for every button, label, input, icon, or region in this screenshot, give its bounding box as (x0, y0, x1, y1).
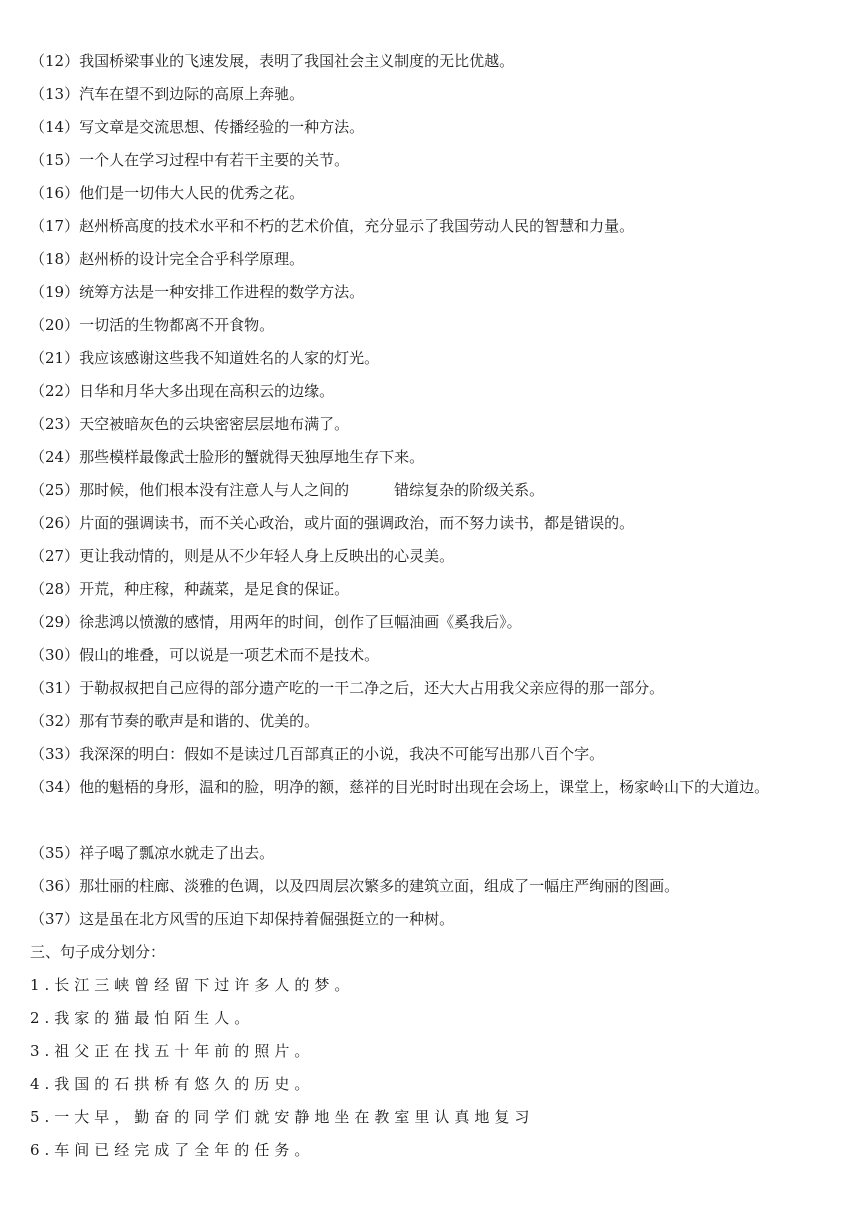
sentence-item-23: （23）天空被暗灰色的云块密密层层地布满了。 (30, 415, 350, 433)
section-heading: 三、句子成分划分： (30, 943, 166, 961)
sentence-item-33: （33）我深深的明白：假如不是读过几百部真正的小说，我决不可能写出那八百个字。 (30, 745, 605, 763)
sentence-item-24: （24）那些模样最像武士脸形的蟹就得天独厚地生存下来。 (30, 448, 425, 466)
sentence-item-35: （35）祥子喝了瓢凉水就走了出去。 (30, 844, 275, 862)
sentence-item-27: （27）更让我动情的，则是从不少年轻人身上反映出的心灵美。 (30, 547, 455, 565)
exercise-item-4: 4.我国的石拱桥有悠久的历史。 (30, 1075, 315, 1093)
sentence-item-18: （18）赵州桥的设计完全合乎科学原理。 (30, 250, 305, 268)
sentence-item-31: （31）于勒叔叔把自己应得的部分遗产吃的一干二净之后，还大大占用我父亲应得的那一部分。 (30, 679, 665, 697)
sentence-item-26: （26）片面的强调读书，而不关心政治，或片面的强调政治，而不努力读书，都是错误的。 (30, 514, 635, 532)
sentence-item-36: （36）那壮丽的柱廊、淡雅的色调，以及四周层次繁多的建筑立面，组成了一幅庄严绚丽的图画。 (30, 877, 680, 895)
sentence-item-32: （32）那有节奏的歌声是和谐的、优美的。 (30, 712, 320, 730)
sentence-item-37: （37）这是虽在北方风雪的压迫下却保持着倔强挺立的一种树。 (30, 910, 455, 928)
sentence-item-12: （12）我国桥梁事业的飞速发展，表明了我国社会主义制度的无比优越。 (30, 52, 515, 70)
sentence-item-21: （21）我应该感谢这些我不知道姓名的人家的灯光。 (30, 349, 380, 367)
sentence-item-15: （15）一个人在学习过程中有若干主要的关节。 (30, 151, 350, 169)
sentence-item-19: （19）统筹方法是一种安排工作进程的数学方法。 (30, 283, 365, 301)
exercise-item-2: 2.我家的猫最怕陌生人。 (30, 1009, 255, 1027)
exercise-item-6: 6.车间已经完成了全年的任务。 (30, 1141, 315, 1159)
exercise-item-1: 1.长江三峡曾经留下过许多人的梦。 (30, 976, 355, 994)
sentence-item-17: （17）赵州桥高度的技术水平和不朽的艺术价值，充分显示了我国劳动人民的智慧和力量。 (30, 217, 635, 235)
sentence-item-22: （22）日华和月华大多出现在高积云的边缘。 (30, 382, 335, 400)
sentence-item-34: （34）他的魁梧的身形，温和的脸，明净的额，慈祥的目光时时出现在会场上，课堂上，杨家岭山下的大道边。 (30, 778, 770, 796)
sentence-item-14: （14）写文章是交流思想、传播经验的一种方法。 (30, 118, 365, 136)
sentence-item-16: （16）他们是一切伟大人民的优秀之花。 (30, 184, 305, 202)
sentence-item-25: （25）那时候，他们根本没有注意人与人之间的 错综复杂的阶级关系。 (30, 481, 545, 499)
sentence-item-13: （13）汽车在望不到边际的高原上奔驰。 (30, 85, 305, 103)
exercise-item-5: 5.一大早，勤奋的同学们就安静地坐在教室里认真地复习 (30, 1108, 535, 1126)
sentence-item-20: （20）一切活的生物都离不开食物。 (30, 316, 275, 334)
exercise-item-3: 3.祖父正在找五十年前的照片。 (30, 1042, 315, 1060)
sentence-item-30: （30）假山的堆叠，可以说是一项艺术而不是技术。 (30, 646, 380, 664)
sentence-item-28: （28）开荒，种庄稼，种蔬菜，是足食的保证。 (30, 580, 350, 598)
sentence-item-29: （29）徐悲鸿以愤激的感情，用两年的时间，创作了巨幅油画《奚我后》。 (30, 613, 522, 631)
